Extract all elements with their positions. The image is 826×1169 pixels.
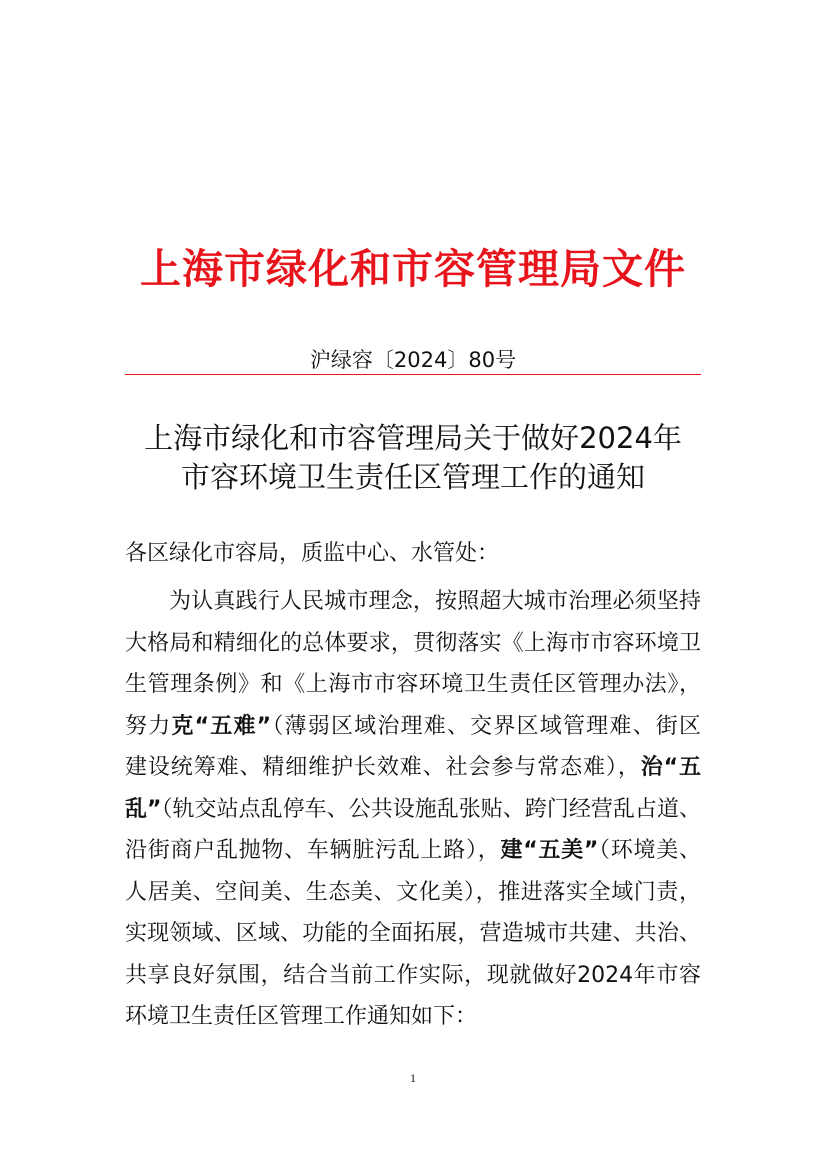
body-line <box>125 916 701 947</box>
body-line <box>125 875 701 906</box>
notice-heading-line-2: 市容环境卫生责任区管理工作的通知 <box>180 460 645 494</box>
text: 环境卫生责任区管理工作通知如下： <box>125 1004 478 1029</box>
notice-heading-line-1: 上海市绿化和市容管理局关于做好2024年 <box>144 421 682 455</box>
red-divider <box>125 374 701 375</box>
text: 大格局和精细化的总体要求，贯彻落实《上海市市容环境卫 <box>125 631 701 656</box>
body-line <box>125 667 701 698</box>
page-number: 1 <box>410 1071 416 1085</box>
body-line <box>125 792 701 823</box>
text: 生管理条例》和《上海市市容环境卫生责任区管理办法》， <box>125 672 701 697</box>
emphasis: 克“五难” <box>171 714 272 739</box>
text: 沿街商户乱抛物、车辆脏污乱上路）， <box>125 838 501 863</box>
text: 为认真践行人民城市理念，按照超大城市治理必须坚持 <box>169 589 701 614</box>
body-line <box>125 709 701 740</box>
document-title: 上海市绿化和市容管理局文件 <box>140 245 686 293</box>
text: 努力 <box>125 714 172 739</box>
text: 建设统筹难、精细维护长效难、社会参与常态难）， <box>125 755 641 780</box>
text: （薄弱区域治理难、交界区域管理难、街区 <box>271 714 701 739</box>
document-number: 沪绿容〔2024〕80号 <box>309 348 517 372</box>
emphasis: 乱” <box>125 797 162 822</box>
text: 共享良好氛围，结合当前工作实际，现就做好2024年市容 <box>125 963 701 988</box>
salutation: 各区绿化市容局，质监中心、水管处： <box>125 541 500 566</box>
body-line <box>125 626 701 657</box>
body-line <box>125 750 701 781</box>
text: 实现领域、区域、功能的全面拓展，营造城市共建、共治、 <box>125 921 701 946</box>
text: （轨交站点乱停车、公共设施乱张贴、跨门经营乱占道、 <box>161 797 701 822</box>
emphasis: 治“五 <box>640 755 701 780</box>
text: 人居美、空间美、生态美、文化美），推进落实全域门责， <box>125 880 701 905</box>
body-line <box>125 833 701 864</box>
text: （环境美、 <box>598 838 701 863</box>
emphasis: 建“五美” <box>500 838 599 863</box>
body-line <box>169 584 701 615</box>
body-line <box>125 958 701 989</box>
body-line <box>125 999 701 1030</box>
